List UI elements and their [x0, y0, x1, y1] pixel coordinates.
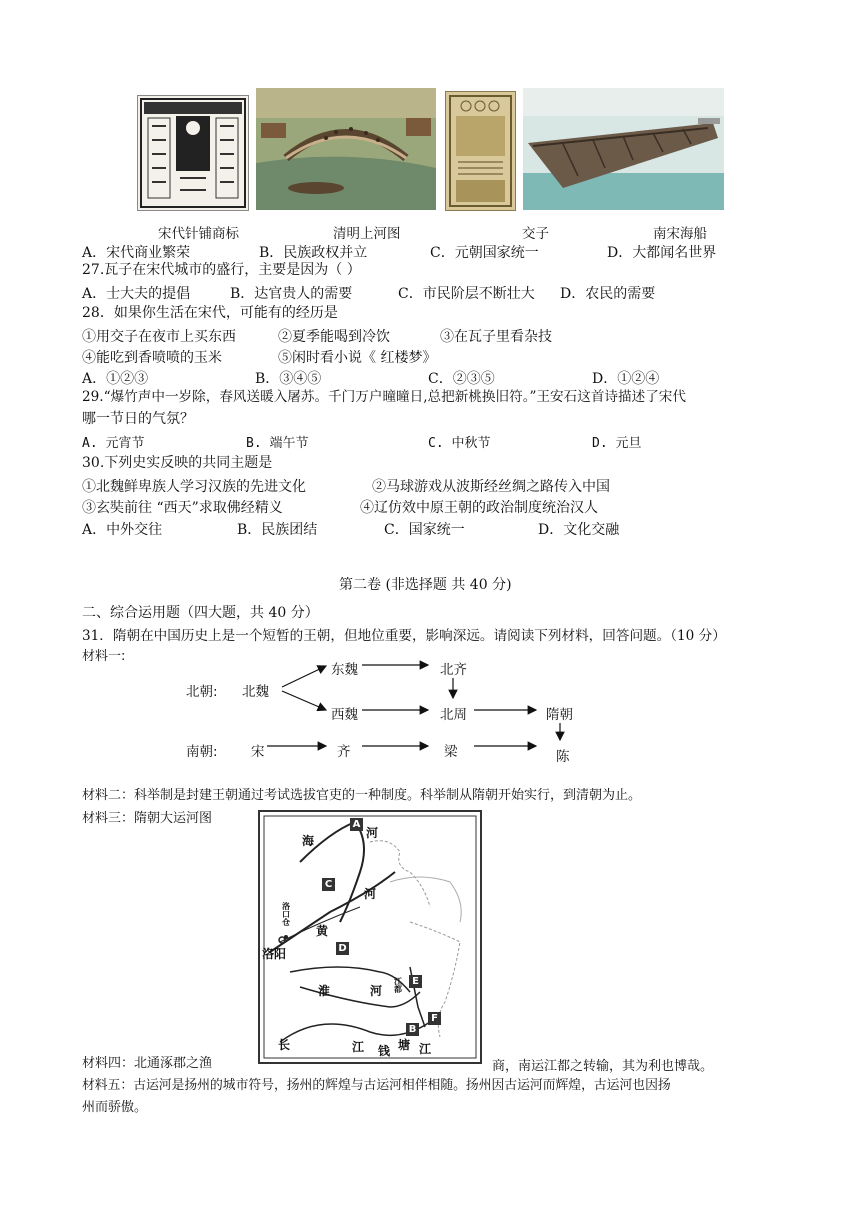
q28-item-5: ⑤闲时看小说《 红楼梦》 — [278, 350, 437, 366]
map-label-jiang-2: 江 — [419, 1042, 432, 1056]
q28-item-4: ④能吃到香喷喷的玉米 — [82, 350, 222, 366]
north-dynasties-label: 北朝: — [186, 684, 218, 700]
q31-material-4-part2: 商，南运江都之转输，其为利也博哉。 — [492, 1059, 714, 1074]
q27-stem: 27.瓦子在宋代城市的盛行，主要是因为（ ） — [82, 262, 361, 278]
map-label-qian: 钱 — [378, 1044, 391, 1058]
map-label-huai: 淮 — [318, 984, 331, 998]
q31-material-3-label: 材料三：隋朝大运河图 — [82, 811, 213, 826]
q30-item-3: ③玄奘前往 “西天”求取佛经精义 — [82, 500, 283, 516]
q30-item-1: ①北魏鲜卑族人学习汉族的先进文化 — [82, 479, 306, 495]
node-beizhou: 北周 — [440, 707, 467, 723]
caption-qingming: 清明上河图 — [333, 226, 401, 242]
south-dynasties-label: 南朝: — [186, 744, 218, 760]
map-label-he-1: 河 — [366, 826, 379, 840]
q28-option-d: D．①②④ — [592, 371, 660, 387]
q31-material-2: 材料二：科举制是封建王朝通过考试选拔官吏的一种制度。科举制从隋朝开始实行，到清朝为止。 — [82, 788, 642, 803]
q30-item-2: ②马球游戏从波斯经丝绸之路传入中国 — [372, 479, 610, 495]
map-marker-e: E — [409, 975, 422, 988]
q30-option-d: D．文化交融 — [538, 522, 620, 538]
q29-option-a: A. 元宵节 — [82, 436, 145, 451]
caption-needle-trademark: 宋代针铺商标 — [158, 226, 239, 242]
map-marker-b: B — [406, 1023, 419, 1036]
map-label-tang: 塘 — [398, 1038, 411, 1052]
q26-option-d: D．大都闻名世界 — [607, 245, 717, 261]
map-label-hai: 海 — [302, 834, 315, 848]
node-chen: 陈 — [556, 749, 570, 765]
caption-song-ship: 南宋海船 — [653, 226, 707, 242]
q28-item-2: ②夏季能喝到冷饮 — [278, 329, 390, 345]
map-label-luoyang: 洛阳 — [262, 947, 287, 961]
q31-material-5-line2: 州而骄傲。 — [82, 1100, 148, 1115]
map-marker-d: D — [336, 942, 349, 955]
map-label-he-2: 河 — [364, 887, 377, 901]
sui-grand-canal-map — [258, 810, 482, 1064]
q28-option-b: B．③④⑤ — [255, 371, 322, 387]
q28-option-c: C．②③⑤ — [428, 371, 495, 387]
q30-option-c: C．国家统一 — [384, 522, 465, 538]
map-marker-a: A — [350, 818, 363, 831]
q28-option-a: A．①②③ — [82, 371, 149, 387]
map-marker-c: C — [322, 878, 335, 891]
q27-option-a: A．士大夫的提倡 — [82, 286, 191, 302]
q27-option-c: C．市民阶层不断壮大 — [398, 286, 535, 302]
q26-option-c: C．元朝国家统一 — [430, 245, 539, 261]
q31-material-5-line1: 材料五：古运河是扬州的城市符号，扬州的辉煌与古运河相伴相随。扬州因古运河而辉煌，古运河也因扬 — [82, 1078, 671, 1093]
caption-jiaozi: 交子 — [522, 226, 549, 242]
q29-option-c: C. 中秋节 — [428, 436, 491, 451]
node-xiwei: 西魏 — [331, 707, 358, 723]
part2-title: 第二卷 (非选择题 共 40 分) — [339, 577, 512, 593]
q30-option-a: A．中外交往 — [82, 522, 163, 538]
q31-material-1-label: 材料一: — [82, 649, 126, 664]
map-label-he-3: 河 — [370, 984, 383, 998]
node-beiqi: 北齐 — [440, 662, 467, 678]
q26-option-a: A．宋代商业繁荣 — [82, 245, 191, 261]
q29-stem-line2: 哪一节日的气氛？ — [82, 411, 194, 427]
q28-stem: 28．如果你生活在宋代，可能有的经历是 — [82, 305, 338, 321]
node-sui: 隋朝 — [546, 707, 573, 723]
map-label-luokoucang: 洛口仓 — [282, 901, 290, 927]
q28-item-3: ③在瓦子里看杂技 — [440, 329, 552, 345]
q28-item-1: ①用交子在夜市上买东西 — [82, 329, 236, 345]
q27-option-d: D．农民的需要 — [560, 286, 656, 302]
node-beiwei: 北魏 — [242, 684, 269, 700]
q29-stem-line1: 29.“爆竹声中一岁除，春风送暖入屠苏。千门万户曈曈日,总把新桃换旧符。”王安石这首诗描述了宋代 — [82, 389, 686, 405]
q30-item-4: ④辽仿效中原王朝的政治制度统治汉人 — [360, 500, 598, 516]
q30-option-b: B．民族团结 — [237, 522, 318, 538]
node-dongwei: 东魏 — [331, 662, 358, 678]
part2-section-heading: 二、综合运用题（四大题，共 40 分） — [82, 605, 319, 621]
map-label-huang: 黄 — [316, 924, 329, 938]
q30-stem: 30.下列史实反映的共同主题是 — [82, 455, 273, 471]
q26-option-b: B．民族政权并立 — [259, 245, 368, 261]
map-label-chang: 长 — [278, 1038, 291, 1052]
q31-stem: 31．隋朝在中国历史上是一个短暂的王朝，但地位重要，影响深远。请阅读下列材料，回答问题。（10 分） — [82, 628, 726, 644]
q31-material-4-part1: 材料四：北通涿郡之渔 — [82, 1056, 213, 1071]
node-song: 宋 — [251, 744, 265, 760]
q27-option-b: B．达官贵人的需要 — [230, 286, 353, 302]
q29-option-b: B. 端午节 — [246, 436, 309, 451]
map-label-jiang-1: 江 — [352, 1040, 365, 1054]
map-label-jiangdu: 江都 — [394, 976, 402, 994]
map-marker-f: F — [428, 1012, 441, 1025]
q29-option-d: D. 元旦 — [592, 436, 642, 451]
node-liang: 梁 — [444, 744, 458, 760]
node-qi: 齐 — [337, 744, 351, 760]
